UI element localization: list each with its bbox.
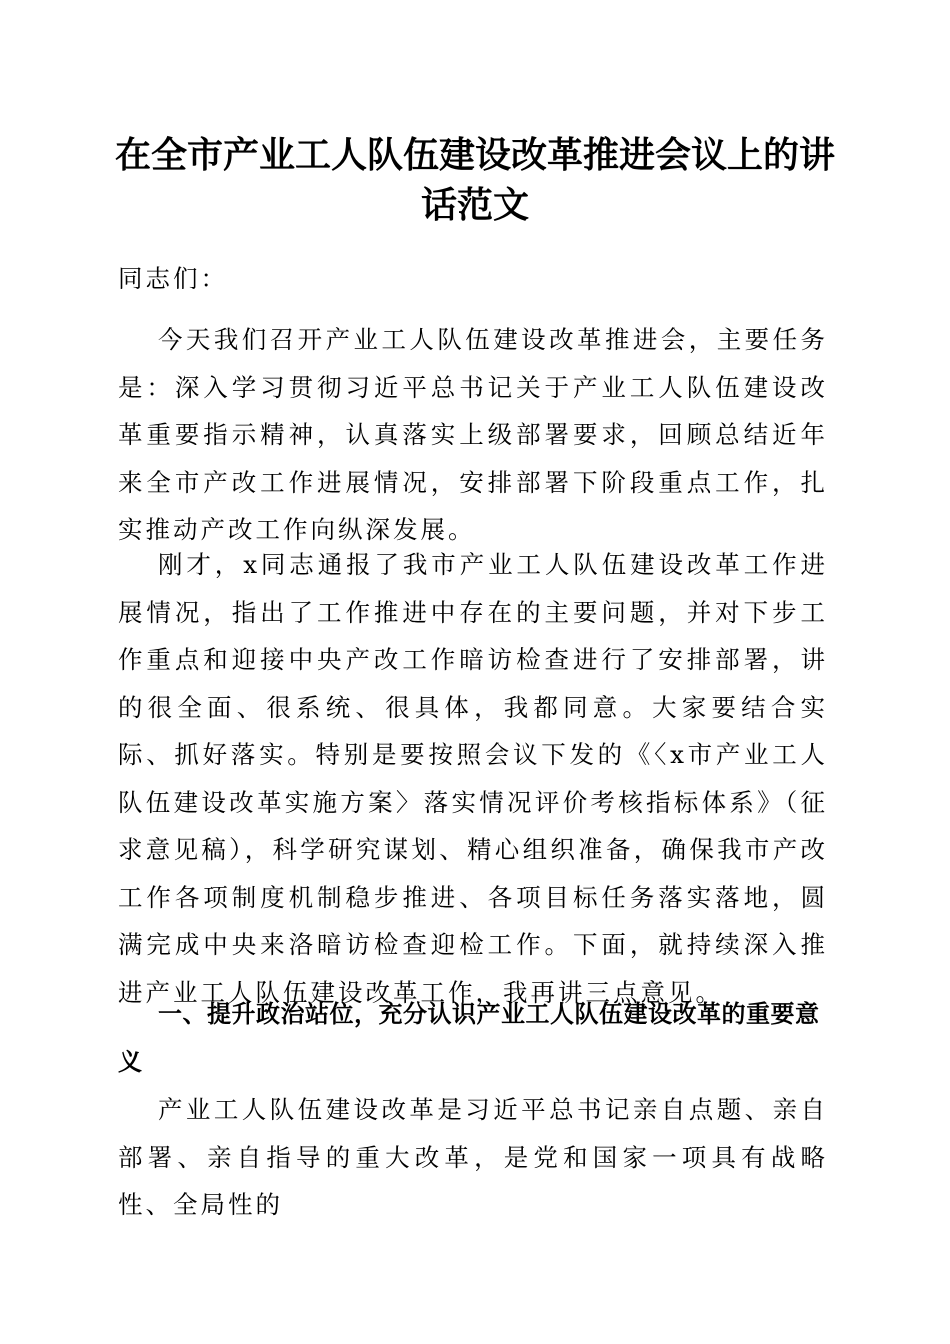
salutation: 同志们：	[118, 264, 228, 293]
document-title: 在全市产业工人队伍建设改革推进会议上的讲话范文	[114, 134, 835, 226]
paragraph-opening: 今天我们召开产业工人队伍建设改革推进会，主要任务是：深入学习贯彻习近平总书记关于产业工人队伍建设改革重要指示精神，认真落实上级部署要求，回顾总结近年来全市产改工作进展情况，安排部署下阶段重点工作，扎实推动产改工作向纵深发展。	[118, 325, 828, 544]
section-heading-1: 一、提升政治站位，充分认识产业工人队伍建设改革的重要意义	[118, 1000, 820, 1076]
paragraph-review: 刚才，x同志通报了我市产业工人队伍建设改革工作进展情况，指出了工作推进中存在的主要问题，并对下步工作重点和迎接中央产改工作暗访检查进行了安排部署，讲的很全面、很系统、很具体，我都同意。大家要结合实际、抓好落实。特别是要按照会议下发的《〈x市产业工人队伍建设改革实施方案〉落实情况评价考核指标体系》（征求意见稿），科学研究谋划、精心组织准备，确保我市产改工作各项制度机制稳步推进、各项目标任务落实落地，圆满完成中央来洛暗访检查迎检工作。下面，就持续深入推进产业工人队伍建设改革工作，我再讲三点意见。	[118, 550, 828, 1007]
paragraph-section-1: 产业工人队伍建设改革是习近平总书记亲自点题、亲自部署、亲自指导的重大改革，是党和国家一项具有战略性、全局性的	[118, 1095, 828, 1219]
